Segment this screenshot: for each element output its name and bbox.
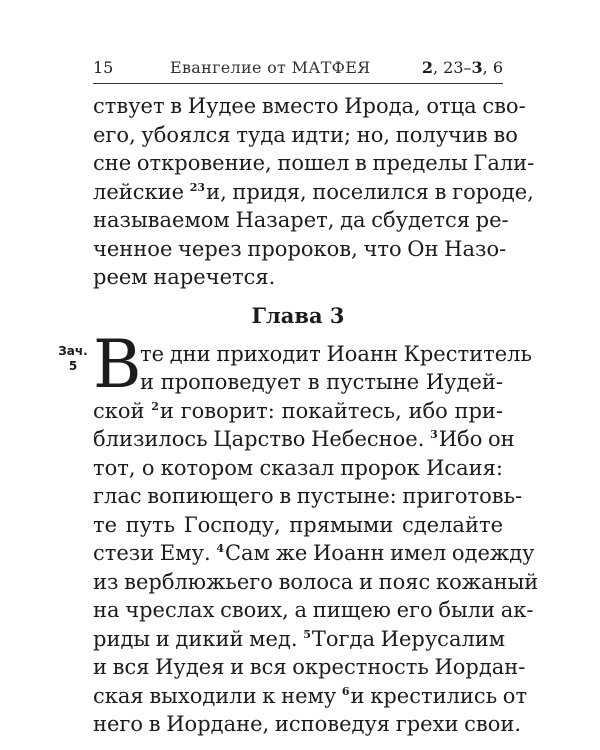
text-line: и вся Иудея и вся окрестность Иордан- (93, 655, 526, 679)
text-fragment: и говорит: покайтесь, ибо при- (159, 398, 504, 423)
text-fragment: лейские (93, 179, 190, 204)
chapter-heading: Глава 3 (251, 302, 345, 328)
text-line: называемом Назарет, да сбудется ре- (93, 208, 509, 232)
text-line (93, 682, 528, 711)
text-fragment: и, придя, поселился в городе, (206, 179, 534, 204)
verse-number: 5 (303, 627, 311, 641)
text-line: реем наречется. (93, 265, 276, 289)
text-line (93, 625, 506, 654)
drop-cap: В (93, 325, 142, 403)
reading-marker-label: Зач. (58, 343, 88, 358)
text-fragment: ской (93, 398, 152, 423)
text-line: сне откровение, пошел в пределы Гали- (93, 151, 535, 175)
text-line: глас вопиющего в пустыне: приготовь- (93, 484, 523, 508)
text-line: ченное через пророков, что Он Назо- (93, 236, 507, 261)
text-line: на чреслах своих, а пищею его были ак- (93, 598, 534, 622)
verse-number: 23 (189, 180, 206, 194)
reading-marker-number: 5 (68, 358, 78, 373)
text-line: тот, о котором сказал пророк Исаия: (93, 455, 503, 480)
verse-number: 2 (151, 399, 159, 413)
page-number: 15 (93, 58, 114, 77)
running-header (93, 58, 503, 78)
text-fragment: Сам же Иоанн имел одежду (224, 541, 535, 565)
text-fragment: близилось Царство Небесное. (93, 427, 431, 451)
text-line: него в Иордане, исповедуя грехи свои. (93, 712, 522, 736)
text-line: те дни приходит Иоанн Креститель (140, 341, 532, 366)
text-line: и проповедует в пустыне Иудей- (140, 370, 503, 394)
text-line (93, 539, 535, 568)
ref-chapter-start: 2 (421, 58, 433, 77)
ref-middle: , 23– (432, 58, 472, 77)
text-line: те путь Господу, прямыми сделайте (93, 512, 503, 537)
text-fragment: Ибо он (438, 427, 515, 451)
text-fragment: риды и дикий мед. (93, 626, 304, 651)
text-line: его, убоялся туда идти; но, получив во (93, 122, 518, 147)
text-fragment: ская выходили к нему (93, 683, 342, 708)
book-title: Евангелие от МАТФЕЯ (170, 58, 371, 77)
text-fragment: и крестились от (350, 683, 528, 708)
header-divider (93, 83, 503, 84)
verse-number: 6 (341, 684, 350, 698)
ref-end: , 6 (482, 58, 503, 77)
verse-number: 3 (430, 428, 438, 441)
chapter-verse-range (422, 58, 503, 78)
text-fragment: стези Ему. (93, 541, 217, 565)
text-line (93, 178, 534, 210)
reading-marker (58, 344, 88, 374)
text-line: ствует в Иудее вместо Ирода, отца сво- (93, 94, 526, 118)
text-line (93, 425, 515, 454)
text-line: из верблюжьего волоса и пояс кожаный (93, 569, 539, 594)
text-line (93, 397, 503, 426)
ref-chapter-end: 3 (471, 58, 483, 77)
text-fragment: Тогда Иерусалим (311, 626, 506, 651)
verse-number: 4 (216, 542, 224, 555)
